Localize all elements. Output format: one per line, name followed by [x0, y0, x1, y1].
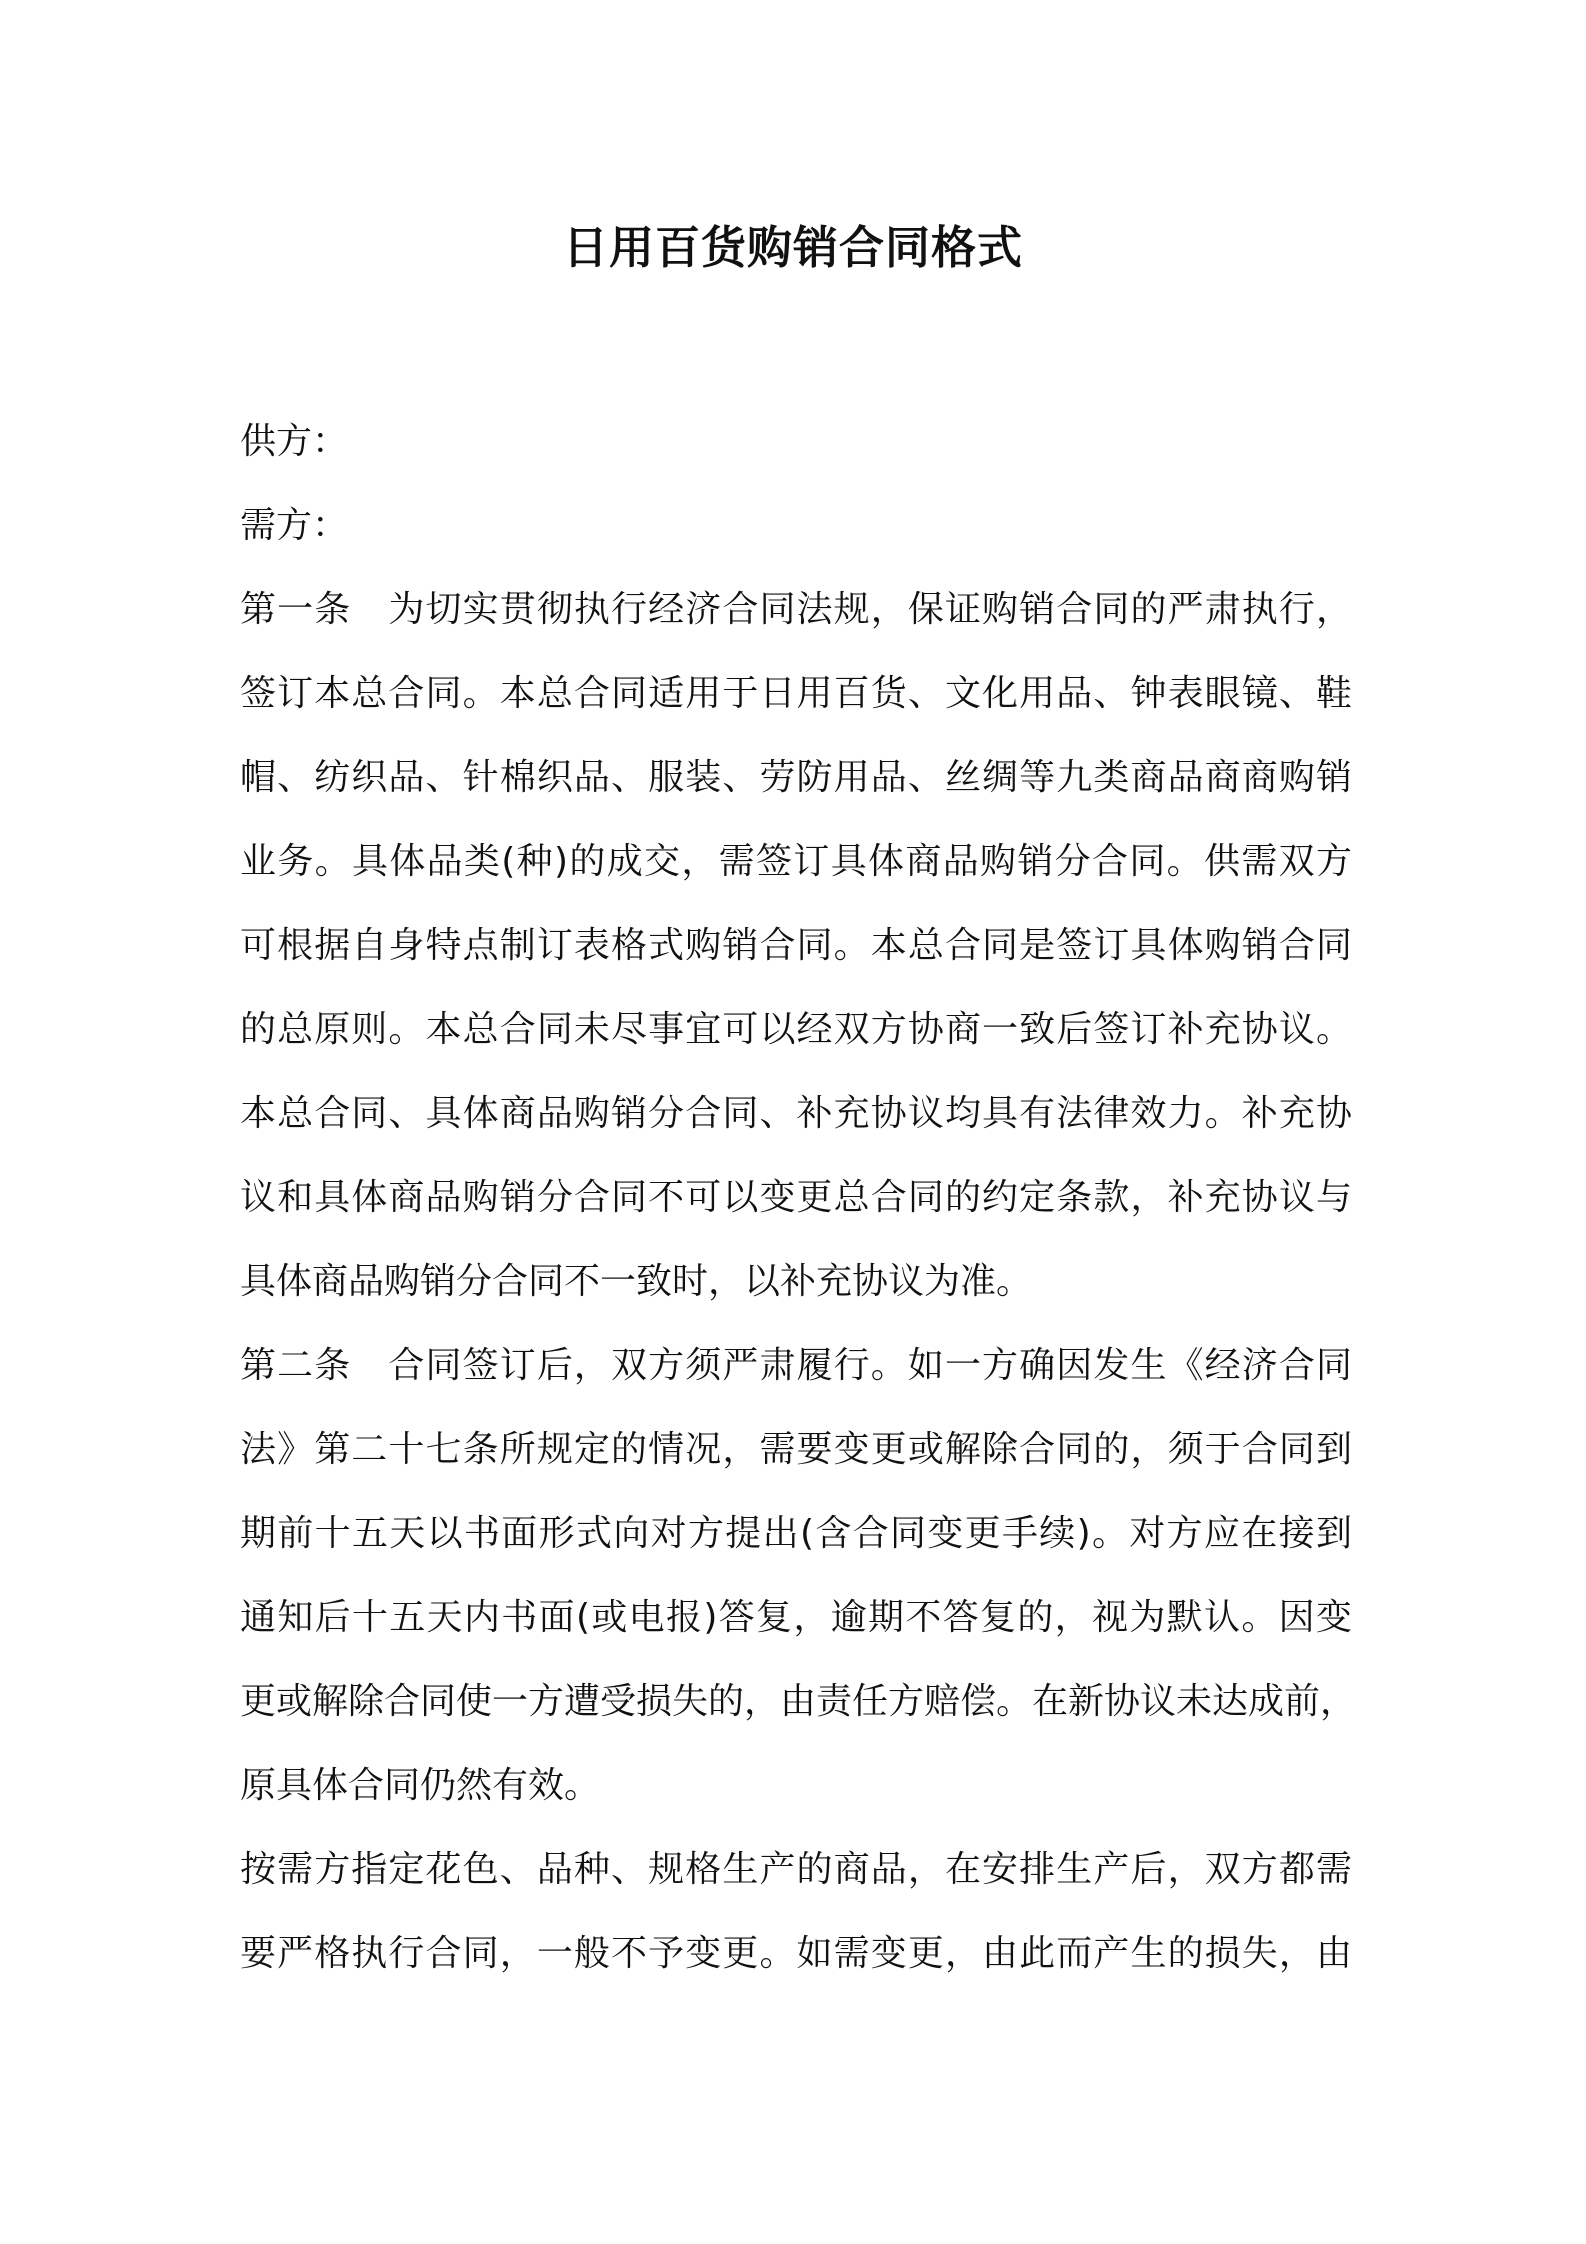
paragraph-3	[240, 1828, 1352, 1996]
article-1-line: 可根据自身特点制订表格式购销合同。本总合同是签订具体购销合同	[240, 925, 1352, 966]
article-2-line: 通知后十五天内书面(或电报)答复，逾期不答复的，视为默认。因变	[240, 1597, 1352, 1638]
article-2-line: 法》第二十七条所规定的情况，需要变更或解除合同的，须于合同到	[240, 1429, 1352, 1470]
article-2	[240, 1324, 1357, 1828]
article-1	[240, 568, 1352, 1324]
article-1-line: 本总合同、具体商品购销分合同、补充协议均具有法律效力。补充协	[240, 1093, 1352, 1134]
buyer-label: 需方：	[240, 505, 349, 546]
article-1-line: 第一条 为切实贯彻执行经济合同法规，保证购销合同的严肃执行，	[240, 589, 1352, 630]
document-body	[240, 400, 1357, 1996]
article-2-line: 原具体合同仍然有效。	[240, 1765, 601, 1806]
article-1-line: 具体商品购销分合同不一致时，以补充协议为准。	[240, 1261, 1033, 1302]
article-1-line: 帽、纺织品、针棉织品、服装、劳防用品、丝绸等九类商品商商购销	[240, 757, 1352, 798]
article-1-line: 业务。具体品类(种)的成交，需签订具体商品购销分合同。供需双方	[240, 841, 1352, 882]
article-1-line: 签订本总合同。本总合同适用于日用百货、文化用品、钟表眼镜、鞋	[240, 673, 1352, 714]
supplier-label: 供方：	[240, 421, 349, 462]
article-2-line: 更或解除合同使一方遭受损失的，由责任方赔偿。在新协议未达成前，	[240, 1681, 1357, 1722]
article-1-line: 议和具体商品购销分合同不可以变更总合同的约定条款，补充协议与	[240, 1177, 1352, 1218]
article-2-line: 期前十五天以书面形式向对方提出(含合同变更手续)。对方应在接到	[240, 1513, 1352, 1554]
paragraph-3-line: 按需方指定花色、品种、规格生产的商品，在安排生产后，双方都需	[240, 1849, 1352, 1890]
article-2-line: 第二条 合同签订后，双方须严肃履行。如一方确因发生《经济合同	[240, 1345, 1352, 1386]
paragraph-3-line: 要严格执行合同，一般不予变更。如需变更，由此而产生的损失，由	[240, 1933, 1352, 1974]
article-1-line: 的总原则。本总合同未尽事宜可以经双方协商一致后签订补充协议。	[240, 1009, 1352, 1050]
document-title: 日用百货购销合同格式	[562, 221, 1023, 274]
